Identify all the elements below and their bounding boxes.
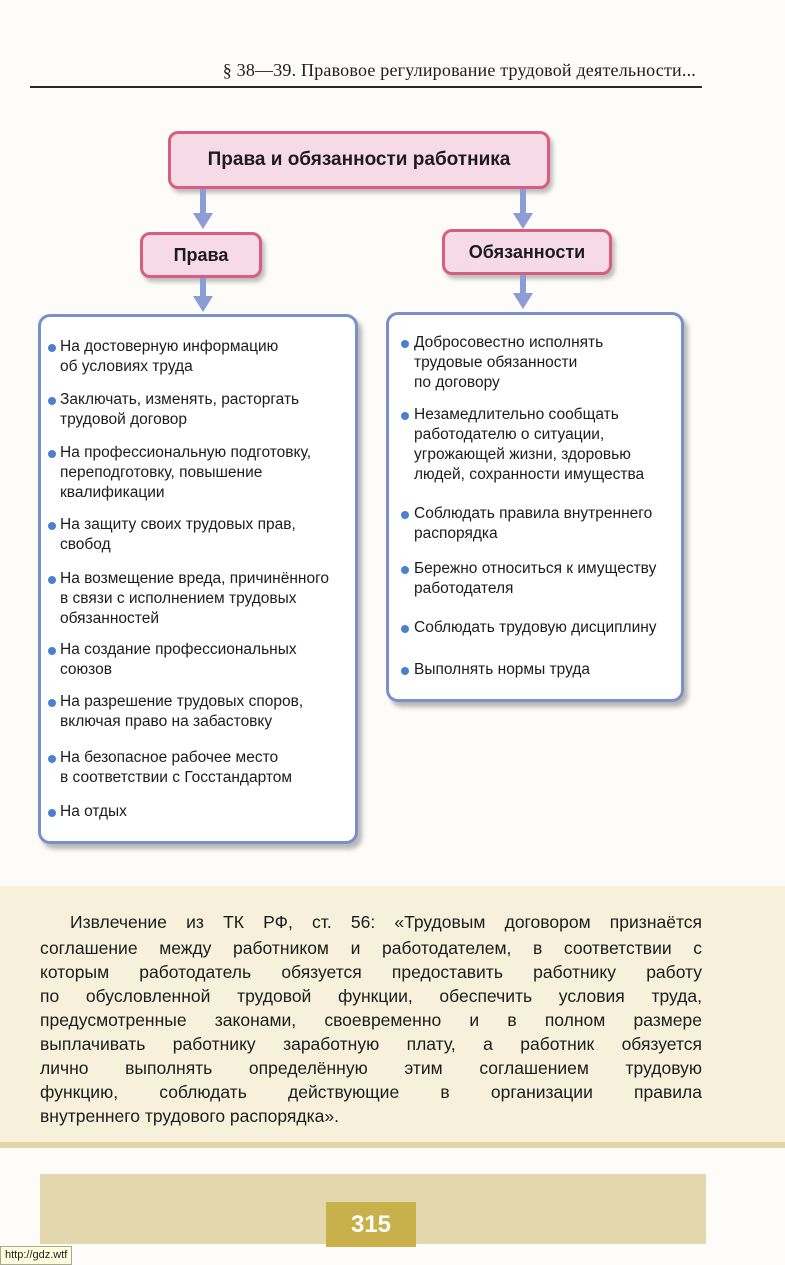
bullet-icon	[401, 625, 409, 633]
diagram-title: Права и обязанности работника	[168, 131, 550, 189]
rights-item: На достоверную информацию об условиях труда	[60, 338, 279, 375]
bullet-icon	[48, 450, 56, 458]
bullet-icon	[48, 397, 56, 405]
duties-heading: Обязанности	[442, 229, 612, 275]
duties-item: Соблюдать правила внутреннего распорядка	[414, 505, 653, 542]
extract-line: соглашение между работником и работодателем, в соответствии с	[40, 938, 702, 958]
rights-item: На отдых	[60, 803, 127, 820]
bullet-icon	[48, 522, 56, 530]
extract-last-line: внутреннего трудового распорядка».	[40, 1106, 339, 1126]
bullet-icon	[401, 340, 409, 348]
rights-item: На безопасное рабочее место в соответствии с Госстандартом	[60, 749, 293, 786]
running-header-text: § 38—39. Правовое регулирование трудовой деятельности...	[222, 60, 696, 80]
rights-item: На профессиональную подготовку, переподготовку, повышение квалификации	[60, 444, 311, 501]
bullet-icon	[48, 647, 56, 655]
arrow-down-icon	[513, 189, 533, 231]
duties-item: Бережно относиться к имуществу работодателя	[414, 560, 657, 597]
extract-line: выплачивать работнику заработную плату, а работник обязуется	[40, 1034, 702, 1054]
bullet-icon	[48, 755, 56, 763]
extract-line: Извлечение из ТК РФ, ст. 56: «Трудовым договором признаётся	[70, 912, 702, 932]
source-url-link[interactable]: http://gdz.wtf	[0, 1246, 72, 1265]
duties-item: Выполнять нормы труда	[414, 661, 590, 678]
extract-line: которым работодатель обязуется предоставить работнику работу	[40, 962, 702, 982]
bullet-icon	[48, 344, 56, 352]
arrow-down-icon	[193, 189, 213, 231]
rights-item: На защиту своих трудовых прав, свобод	[60, 516, 296, 553]
page-number: 315	[326, 1202, 416, 1247]
bullet-icon	[48, 809, 56, 817]
arrow-down-icon	[513, 275, 533, 311]
rights-heading: Права	[140, 232, 262, 278]
duties-item: Соблюдать трудовую дисциплину	[414, 619, 657, 636]
duties-item: Добросовестно исполнять трудовые обязанности по договору	[414, 334, 604, 391]
bullet-icon	[401, 412, 409, 420]
extract-line: по обусловленной трудовой функции, обеспечить условия труда,	[40, 986, 702, 1006]
extract-line: функцию, соблюдать действующие в организации правила	[40, 1082, 702, 1102]
law-extract	[0, 886, 785, 1148]
extract-line: предусмотренные законами, своевременно и в полном размере	[40, 1010, 702, 1030]
bullet-icon	[48, 699, 56, 707]
rights-item: Заключать, изменять, расторгать трудовой договор	[60, 391, 300, 428]
bullet-icon	[48, 576, 56, 584]
extract-line: лично выполнять определённую этим соглашением трудовую	[40, 1058, 702, 1078]
bullet-icon	[401, 511, 409, 519]
arrow-down-icon	[193, 278, 213, 314]
rights-item: На разрешение трудовых споров, включая право на забастовку	[60, 693, 304, 730]
rights-item: На возмещение вреда, причинённого в связи с исполнением трудовых обязанностей	[60, 570, 330, 627]
rights-item: На создание профессиональных союзов	[60, 641, 297, 678]
bullet-icon	[401, 566, 409, 574]
running-header	[30, 56, 702, 88]
duties-item: Незамедлительно сообщать работодателю о ситуации, угрожающей жизни, здоровью людей, сохранности имущества	[414, 406, 645, 483]
bullet-icon	[401, 667, 409, 675]
